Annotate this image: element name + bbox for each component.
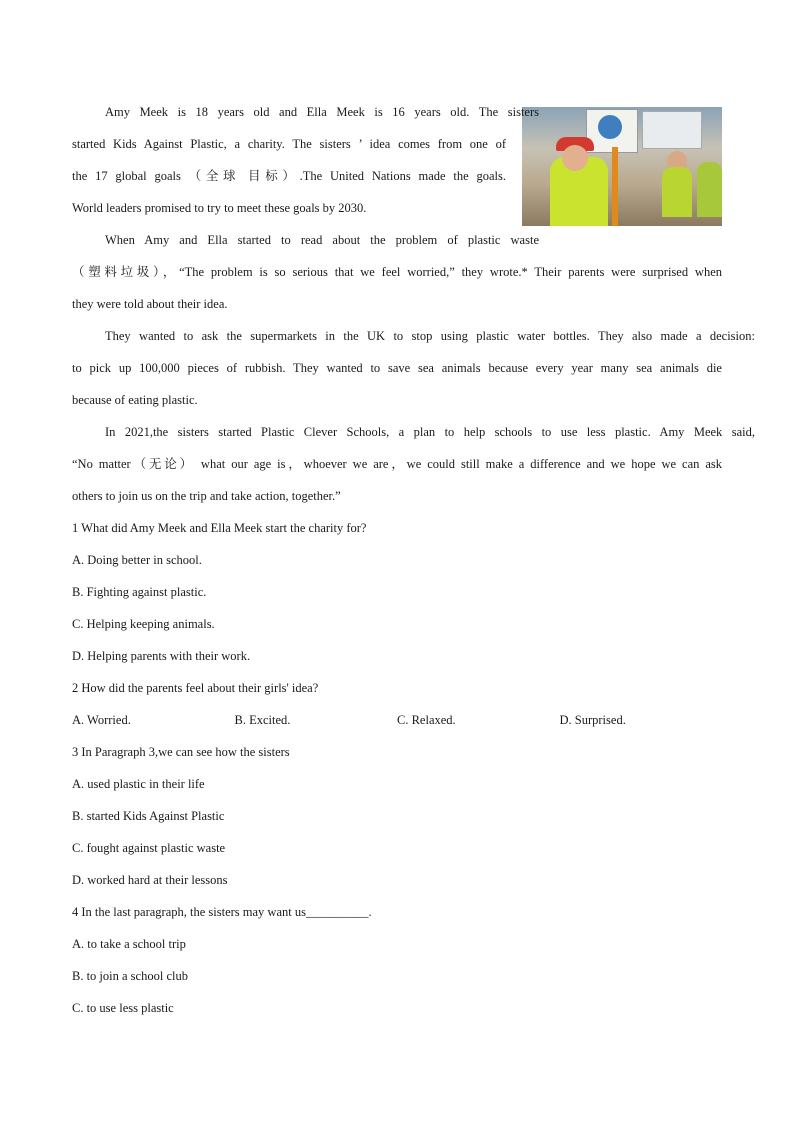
option-b: B. started Kids Against Plastic: [72, 809, 225, 823]
paragraph-line: because of eating plastic.: [72, 393, 198, 407]
paragraph-2: [72, 224, 722, 320]
paragraph-line: （塑料垃圾），“The problem is so serious that we feel worried,” they wrote.* Their parents were surprised when: [72, 265, 722, 279]
paragraph-line: started Kids Against Plastic, a charity. The sisters ’ idea comes from one of: [72, 137, 506, 151]
paragraph-line: When Amy and Ella started to read about the problem of plastic waste: [105, 233, 539, 247]
option-a: A. to take a school trip: [72, 937, 186, 951]
option-d: D. worked hard at their lessons: [72, 873, 228, 887]
paragraph-line: Amy Meek is 18 years old and Ella Meek is 16 years old. The sisters: [105, 105, 539, 119]
option-a: A. used plastic in their life: [72, 777, 205, 791]
question-2: [72, 672, 722, 736]
paragraph-line: the 17 global goals （全球 目标）.The United Nations made the goals.: [72, 169, 506, 183]
paragraph-line: They wanted to ask the supermarkets in the UK to stop using plastic water bottles. They also made a decision:: [105, 329, 755, 343]
paragraph-1: [72, 96, 722, 224]
question-3: [72, 736, 722, 896]
paragraph-line: others to join us on the trip and take action, together.”: [72, 489, 341, 503]
option-b: B. Fighting against plastic.: [72, 585, 207, 599]
option-c: C. fought against plastic waste: [72, 841, 226, 855]
question-stem: 3 In Paragraph 3,we can see how the sisters: [72, 745, 290, 759]
option-c: C. Helping keeping animals.: [72, 617, 215, 631]
paragraph-line: In 2021,the sisters started Plastic Clever Schools, a plan to help schools to use less plastic. Amy Meek said,: [105, 425, 755, 439]
paragraph-4: [72, 416, 755, 512]
question-1: [72, 512, 722, 672]
paragraph-line: “No matter（无论） what our age is，whoever we are，we could still make a difference and we hope we can ask: [72, 457, 722, 471]
option-a: A. Doing better in school.: [72, 553, 202, 567]
option-d: D. Surprised.: [559, 713, 626, 727]
option-a: A. Worried.: [72, 713, 131, 727]
option-b: B. to join a school club: [72, 969, 188, 983]
option-b: B. Excited.: [234, 713, 291, 727]
option-c: C. to use less plastic: [72, 1001, 174, 1015]
question-stem: 2 How did the parents feel about their girls' idea?: [72, 681, 319, 695]
paragraph-line: to pick up 100,000 pieces of rubbish. They wanted to save sea animals because every year many sea animals die: [72, 361, 722, 375]
document-page: [72, 96, 755, 1024]
question-stem: 4 In the last paragraph, the sisters may want us__________.: [72, 905, 372, 919]
paragraph-line: World leaders promised to try to meet these goals by 2030.: [72, 201, 367, 215]
option-d: D. Helping parents with their work.: [72, 649, 251, 663]
question-4: [72, 896, 722, 1024]
option-row: [72, 704, 722, 736]
question-stem: 1 What did Amy Meek and Ella Meek start the charity for?: [72, 521, 367, 535]
paragraph-line: they were told about their idea.: [72, 297, 228, 311]
paragraph-3: [72, 320, 755, 416]
option-c: C. Relaxed.: [397, 713, 456, 727]
